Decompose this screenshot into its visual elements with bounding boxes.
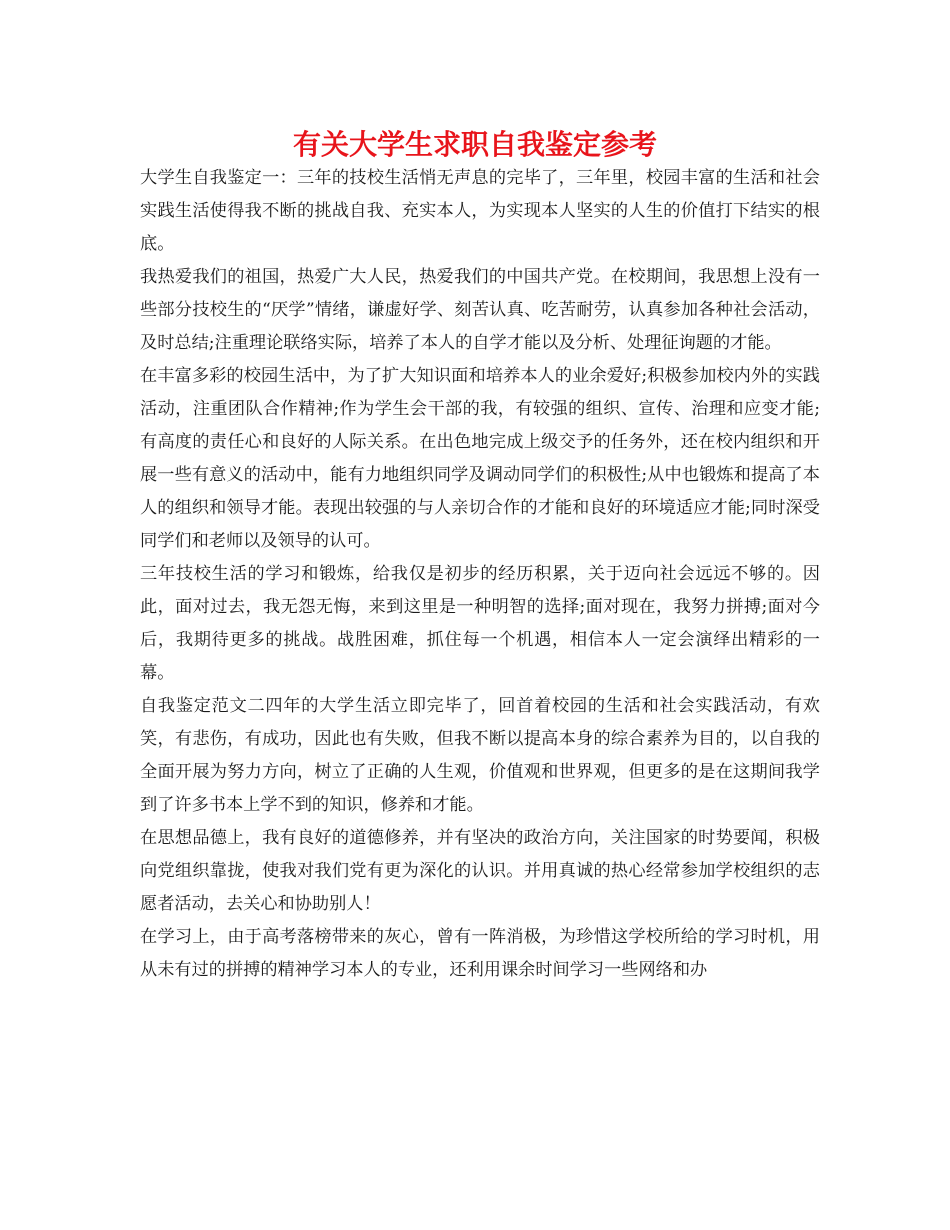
paragraph-5: 自我鉴定范文二四年的大学生活立即完毕了，回首着校园的生活和社会实践活动，有欢笑，有悲伤，有成功，因此也有失败，但我不断以提高本身的综合素养为目的，以自我的全面开展为努力方向，树立了正确的人生观，价值观和世界观，但更多的是在这期间我学到了许多书本上学不到的知识，修养和才能。: [140, 696, 820, 815]
paragraph-7: 在学习上，由于高考落榜带来的灰心，曾有一阵消极，为珍惜这学校所给的学习时机，用从未有过的拼搏的精神学习本人的专业，还利用课余时间学习一些网络和办: [140, 927, 820, 980]
paragraph-1: 大学生自我鉴定一：三年的技校生活悄无声息的完毕了，三年里，校园丰富的生活和社会实践生活使得我不断的挑战自我、充实本人，为实现本人坚实的人生的价值打下结实的根底。: [140, 168, 820, 254]
document-body: [140, 162, 820, 987]
document-title: 有关大学生求职自我鉴定参考: [292, 128, 657, 161]
paragraph-3: 在丰富多彩的校园生活中，为了扩大知识面和培养本人的业余爱好;积极参加校内外的实践活动，注重团队合作精神;作为学生会干部的我，有较强的组织、宣传、治理和应变才能;有高度的责任心和良好的人际关系。在出色地完成上级交予的任务外，还在校内组织和开展一些有意义的活动中，能有力地组织同学及调动同学们的积极性;从中也锻炼和提高了本人的组织和领导才能。表现出较强的与人亲切合作的才能和良好的环境适应才能;同时深受同学们和老师以及领导的认可。: [140, 366, 820, 551]
paragraph-4: 三年技校生活的学习和锻炼，给我仅是初步的经历积累，关于迈向社会远远不够的。因此，面对过去，我无怨无悔，来到这里是一种明智的选择;面对现在，我努力拼搏;面对今后，我期待更多的挑战。战胜困难，抓住每一个机遇，相信本人一定会演绎出精彩的一幕。: [140, 564, 820, 683]
paragraph-2: 我热爱我们的祖国，热爱广大人民，热爱我们的中国共产党。在校期间，我思想上没有一些部分技校生的“厌学”情绪，谦虚好学、刻苦认真、吃苦耐劳，认真参加各种社会活动，及时总结;注重理论联络实际，培养了本人的自学才能以及分析、处理征询题的才能。: [140, 267, 820, 353]
paragraph-6: 在思想品德上，我有良好的道德修养，并有坚决的政治方向，关注国家的时势要闻，积极向党组织靠拢，使我对我们党有更为深化的认识。并用真诚的热心经常参加学校组织的志愿者活动，去关心和协助别人！: [140, 828, 820, 914]
